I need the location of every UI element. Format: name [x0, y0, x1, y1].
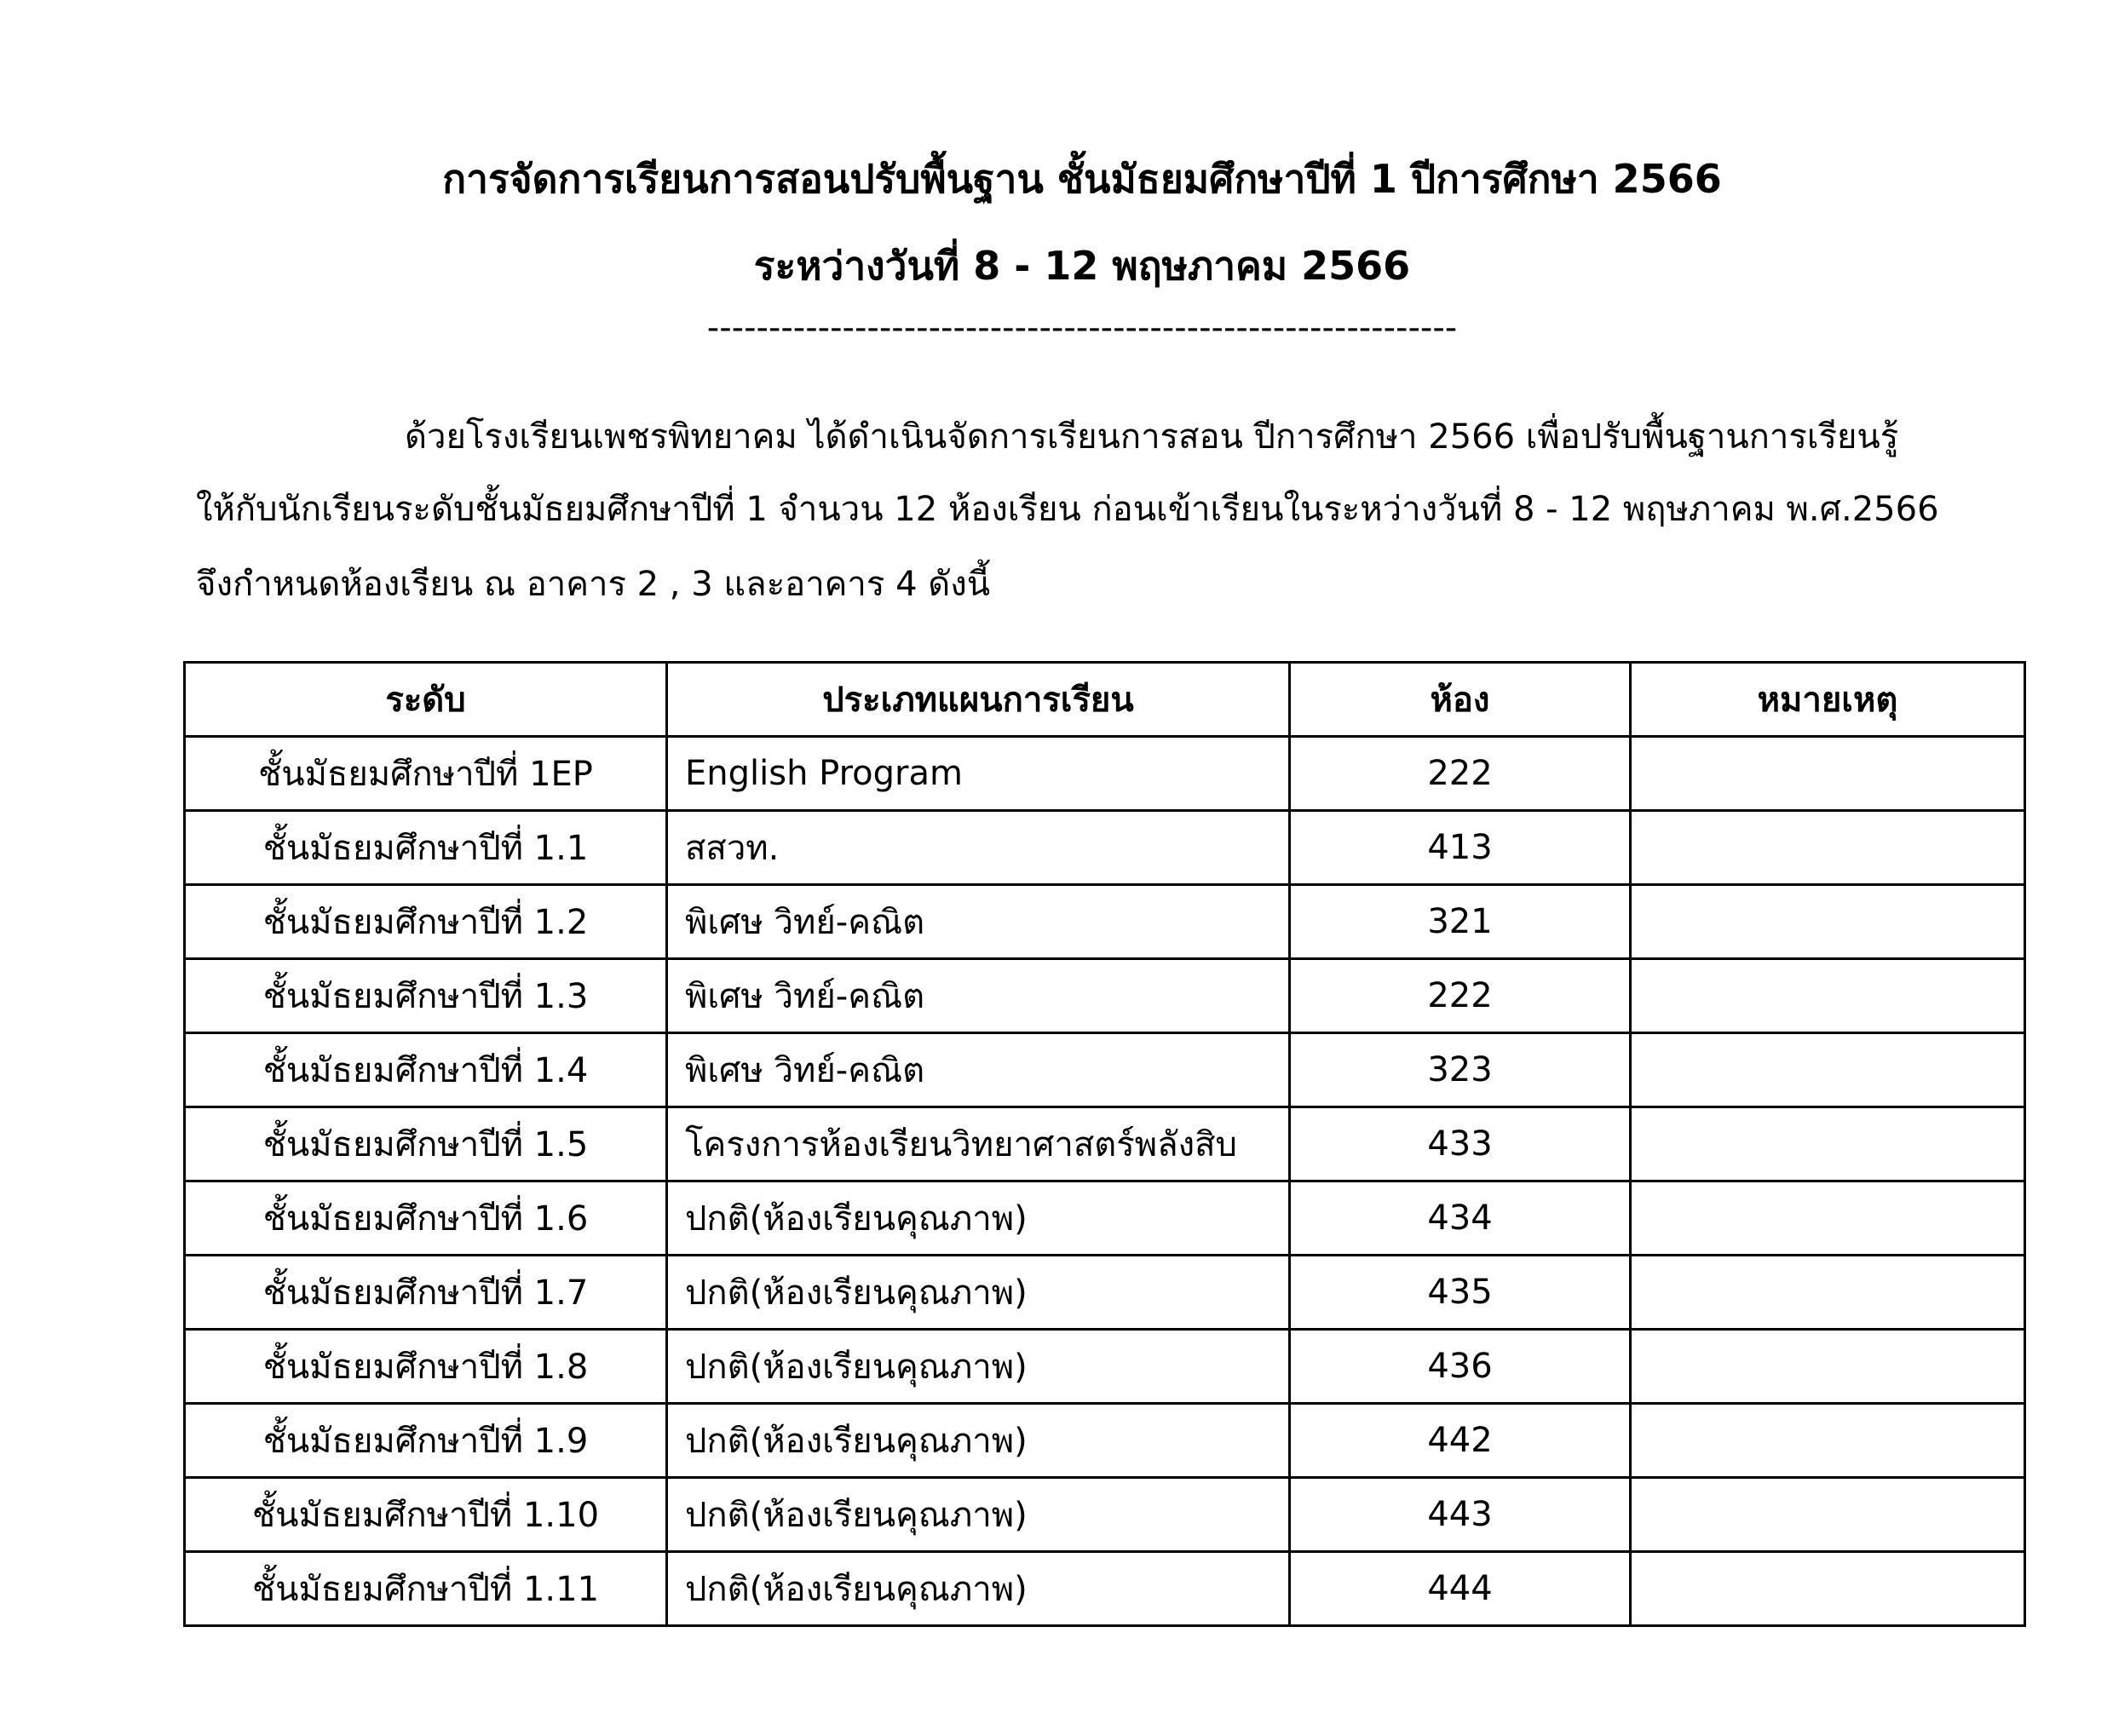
cell-note — [1631, 1256, 2025, 1330]
cell-plan: พิเศษ วิทย์-คณิต — [667, 959, 1290, 1033]
cell-level: ชั้นมัธยมศึกษาปีที่ 1.2 — [185, 885, 667, 959]
paragraph-line1: ด้วยโรงเรียนเพชรพิทยาคม ได้ดำเนินจัดการเรียนการสอน ปีการศึกษา 2566 เพื่อปรับพื้นฐานการเรียนรู้ — [405, 417, 1899, 457]
cell-note — [1631, 811, 2025, 885]
table-row — [185, 1256, 2025, 1330]
table-row — [185, 1552, 2025, 1626]
cell-note — [1631, 1107, 2025, 1181]
cell-room: 222 — [1290, 737, 1631, 811]
cell-plan: โครงการห้องเรียนวิทยาศาสตร์พลังสิบ — [667, 1107, 1290, 1181]
cell-plan: ปกติ(ห้องเรียนคุณภาพ) — [667, 1256, 1290, 1330]
cell-room: 434 — [1290, 1181, 1631, 1256]
cell-note — [1631, 885, 2025, 959]
cell-level: ชั้นมัธยมศึกษาปีที่ 1.10 — [185, 1478, 667, 1552]
cell-room: 433 — [1290, 1107, 1631, 1181]
room-assignment-table — [183, 661, 2026, 1627]
cell-note — [1631, 1033, 2025, 1107]
cell-room: 435 — [1290, 1256, 1631, 1330]
title-divider: ------------------------------------------------------------- — [706, 308, 1458, 348]
document-title-line2: ระหว่างวันที่ 8 - 12 พฤษภาคม 2566 — [753, 243, 1411, 289]
cell-note — [1631, 1478, 2025, 1552]
cell-room: 413 — [1290, 811, 1631, 885]
paragraph-line3: จึงกำหนดห้องเรียน ณ อาคาร 2 , 3 และอาคาร 4 ดังนี้ — [196, 565, 991, 604]
header-plan: ประเภทแผนการเรียน — [667, 663, 1290, 737]
table-body — [185, 737, 2025, 1626]
cell-level: ชั้นมัธยมศึกษาปีที่ 1.3 — [185, 959, 667, 1033]
cell-note — [1631, 1330, 2025, 1404]
cell-plan: ปกติ(ห้องเรียนคุณภาพ) — [667, 1330, 1290, 1404]
document-title-line1: การจัดการเรียนการสอนปรับพื้นฐาน ชั้นมัธยมศึกษาปีที่ 1 ปีการศึกษา 2566 — [442, 156, 1722, 202]
table-row — [185, 1033, 2025, 1107]
cell-room: 321 — [1290, 885, 1631, 959]
cell-plan: ปกติ(ห้องเรียนคุณภาพ) — [667, 1478, 1290, 1552]
cell-room: 443 — [1290, 1478, 1631, 1552]
table-row — [185, 885, 2025, 959]
table-row — [185, 1181, 2025, 1256]
cell-note — [1631, 959, 2025, 1033]
cell-plan: สสวท. — [667, 811, 1290, 885]
cell-room: 444 — [1290, 1552, 1631, 1626]
cell-plan: ปกติ(ห้องเรียนคุณภาพ) — [667, 1181, 1290, 1256]
table-row — [185, 1404, 2025, 1478]
cell-level: ชั้นมัธยมศึกษาปีที่ 1.7 — [185, 1256, 667, 1330]
cell-room: 442 — [1290, 1404, 1631, 1478]
table-row — [185, 1478, 2025, 1552]
cell-plan: พิเศษ วิทย์-คณิต — [667, 1033, 1290, 1107]
table-header-row — [185, 663, 2025, 737]
table-row — [185, 811, 2025, 885]
cell-note — [1631, 1404, 2025, 1478]
cell-level: ชั้นมัธยมศึกษาปีที่ 1.8 — [185, 1330, 667, 1404]
cell-note — [1631, 1552, 2025, 1626]
table-row — [185, 737, 2025, 811]
table-row — [185, 1107, 2025, 1181]
cell-level: ชั้นมัธยมศึกษาปีที่ 1.1 — [185, 811, 667, 885]
table-row — [185, 959, 2025, 1033]
cell-room: 222 — [1290, 959, 1631, 1033]
table-row — [185, 1330, 2025, 1404]
cell-level: ชั้นมัธยมศึกษาปีที่ 1.9 — [185, 1404, 667, 1478]
cell-plan: ปกติ(ห้องเรียนคุณภาพ) — [667, 1404, 1290, 1478]
cell-level: ชั้นมัธยมศึกษาปีที่ 1.11 — [185, 1552, 667, 1626]
cell-level: ชั้นมัธยมศึกษาปีที่ 1.5 — [185, 1107, 667, 1181]
cell-room: 436 — [1290, 1330, 1631, 1404]
cell-level: ชั้นมัธยมศึกษาปีที่ 1.4 — [185, 1033, 667, 1107]
header-level: ระดับ — [185, 663, 667, 737]
cell-plan: ปกติ(ห้องเรียนคุณภาพ) — [667, 1552, 1290, 1626]
header-note: หมายเหตุ — [1631, 663, 2025, 737]
cell-room: 323 — [1290, 1033, 1631, 1107]
paragraph-line2: ให้กับนักเรียนระดับชั้นมัธยมศึกษาปีที่ 1 จำนวน 12 ห้องเรียน ก่อนเข้าเรียนในระหว่างวันที่ 8 - 12 พฤษภาคม พ.ศ.2566 — [196, 490, 1939, 529]
header-room: ห้อง — [1290, 663, 1631, 737]
cell-level: ชั้นมัธยมศึกษาปีที่ 1.6 — [185, 1181, 667, 1256]
cell-level: ชั้นมัธยมศึกษาปีที่ 1EP — [185, 737, 667, 811]
cell-plan: English Program — [667, 737, 1290, 811]
cell-plan: พิเศษ วิทย์-คณิต — [667, 885, 1290, 959]
cell-note — [1631, 737, 2025, 811]
cell-note — [1631, 1181, 2025, 1256]
